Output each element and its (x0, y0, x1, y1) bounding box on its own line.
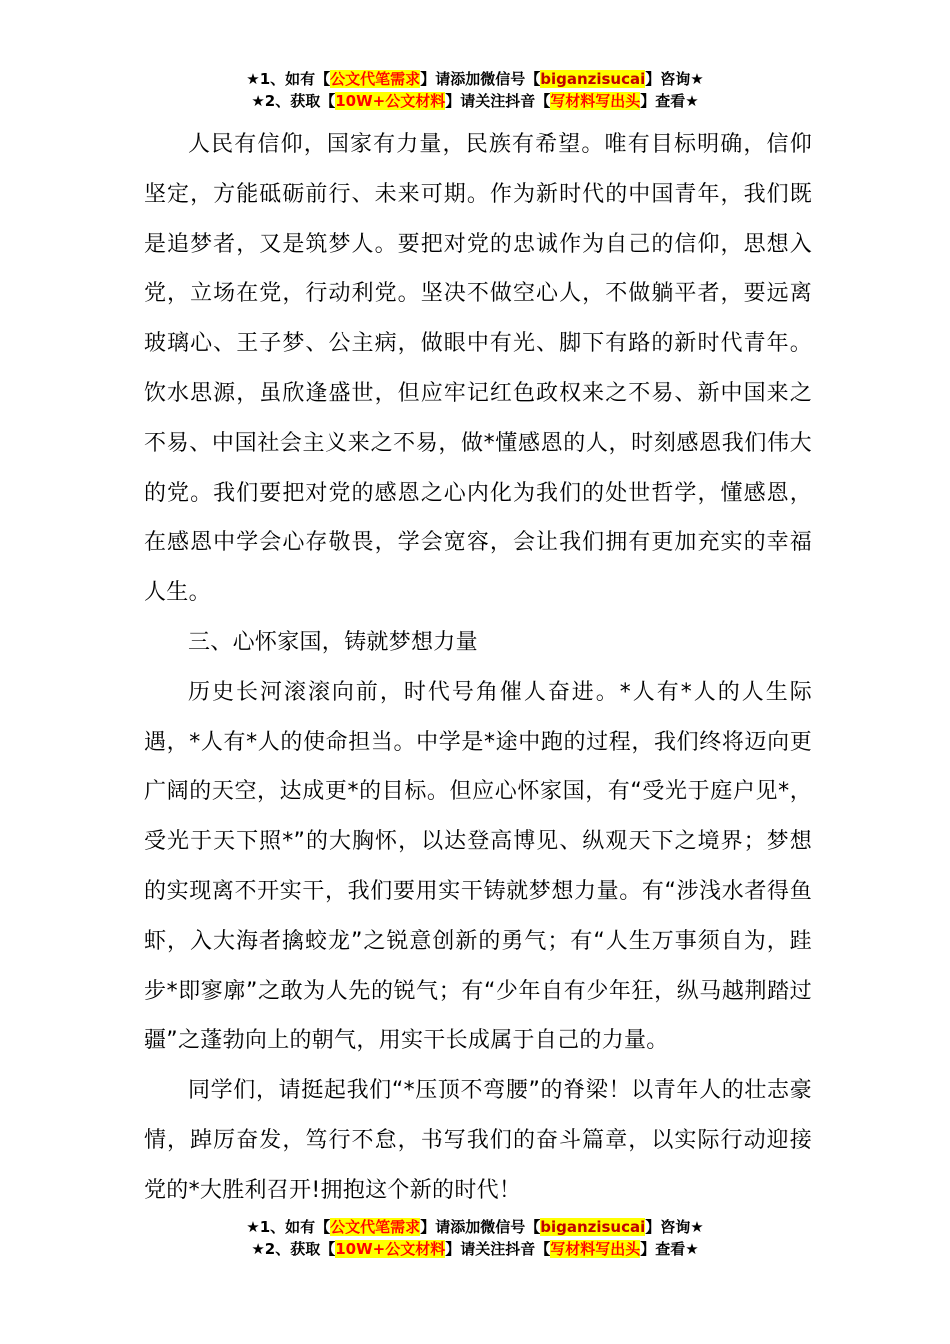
banner-text: ★1、如有【 (246, 1218, 331, 1236)
highlight-text: 公文代笔需求 (330, 1218, 421, 1236)
banner-line-2 (0, 90, 950, 112)
banner-text: ★2、获取【 (251, 1240, 336, 1258)
highlight-text: 10W+公文材料 (335, 92, 446, 110)
banner-line-2 (0, 1238, 950, 1260)
highlight-text: 10W+公文材料 (335, 1240, 446, 1258)
body-paragraph: 同学们，请挺起我们“*压顶不弯腰”的脊梁！以青年人的壮志豪情，踔厉奋发，笃行不怠，书写我们的奋斗篇章，以实际行动迎接党的*大胜利召开!拥抱这个新的时代！ (144, 1078, 812, 1203)
banner-text: 】请关注抖音【 (445, 92, 551, 110)
header-banner (0, 68, 950, 112)
wechat-id-highlight: biganzisucai (540, 1218, 646, 1236)
banner-line-1 (0, 1216, 950, 1238)
body-paragraph: 人民有信仰，国家有力量，民族有希望。唯有目标明确，信仰坚定，方能砥砺前行、未来可期。作为新时代的中国青年，我们既是追梦者，又是筑梦人。要把对党的忠诚作为自己的信仰，思想入党，立场在党，行动利党。坚决不做空心人，不做躺平者，要远离玻璃心、王子梦、公主病，做眼中有光、脚下有路的新时代青年。饮水思源，虽欣逢盛世，但应牢记红色政权来之不易、新中国来之不易、中国社会主义来之不易，做*懂感恩的人，时刻感恩我们伟大的党。我们要把对党的感恩之心内化为我们的处世哲学，懂感恩，在感恩中学会心存敬畏，学会宽容，会让我们拥有更加充实的幸福人生。 (144, 132, 812, 606)
section-heading: 三、心怀家国，铸就梦想力量 (188, 629, 478, 655)
footer-banner (0, 1216, 950, 1260)
highlight-text: 公文代笔需求 (330, 70, 421, 88)
body-paragraph: 历史长河滚滚向前，时代号角催人奋进。*人有*人的人生际遇，*人有*人的使命担当。中学是*途中跑的过程，我们终将迈向更广阔的天空，达成更*的目标。但应心怀家国，有“受光于庭户见*，受光于天下照*”的大胸怀，以达登高博见、纵观天下之境界；梦想的实现离不开实干，我们要用实干铸就梦想力量。有“涉浅水者得鱼虾，入大海者擒蛟龙”之锐意创新的勇气；有“人生万事须自为，跬步*即寥廓”之敢为人先的锐气；有“少年自有少年狂，纵马越荆踏过疆”之蓬勃向上的朝气，用实干长成属于自己的力量。 (144, 679, 812, 1054)
banner-text: 】请添加微信号【 (420, 70, 541, 88)
banner-text: 】查看★ (640, 92, 699, 110)
wechat-id-highlight: biganzisucai (540, 70, 646, 88)
document-body (144, 120, 812, 1216)
banner-line-1 (0, 68, 950, 90)
douyin-highlight: 写材料写出头 (550, 1240, 641, 1258)
banner-text: ★2、获取【 (251, 92, 336, 110)
banner-text: 】咨询★ (645, 1218, 704, 1236)
douyin-highlight: 写材料写出头 (550, 92, 641, 110)
banner-text: 】请添加微信号【 (420, 1218, 541, 1236)
banner-text: ★1、如有【 (246, 70, 331, 88)
banner-text: 】请关注抖音【 (445, 1240, 551, 1258)
banner-text: 】查看★ (640, 1240, 699, 1258)
banner-text: 】咨询★ (645, 70, 704, 88)
